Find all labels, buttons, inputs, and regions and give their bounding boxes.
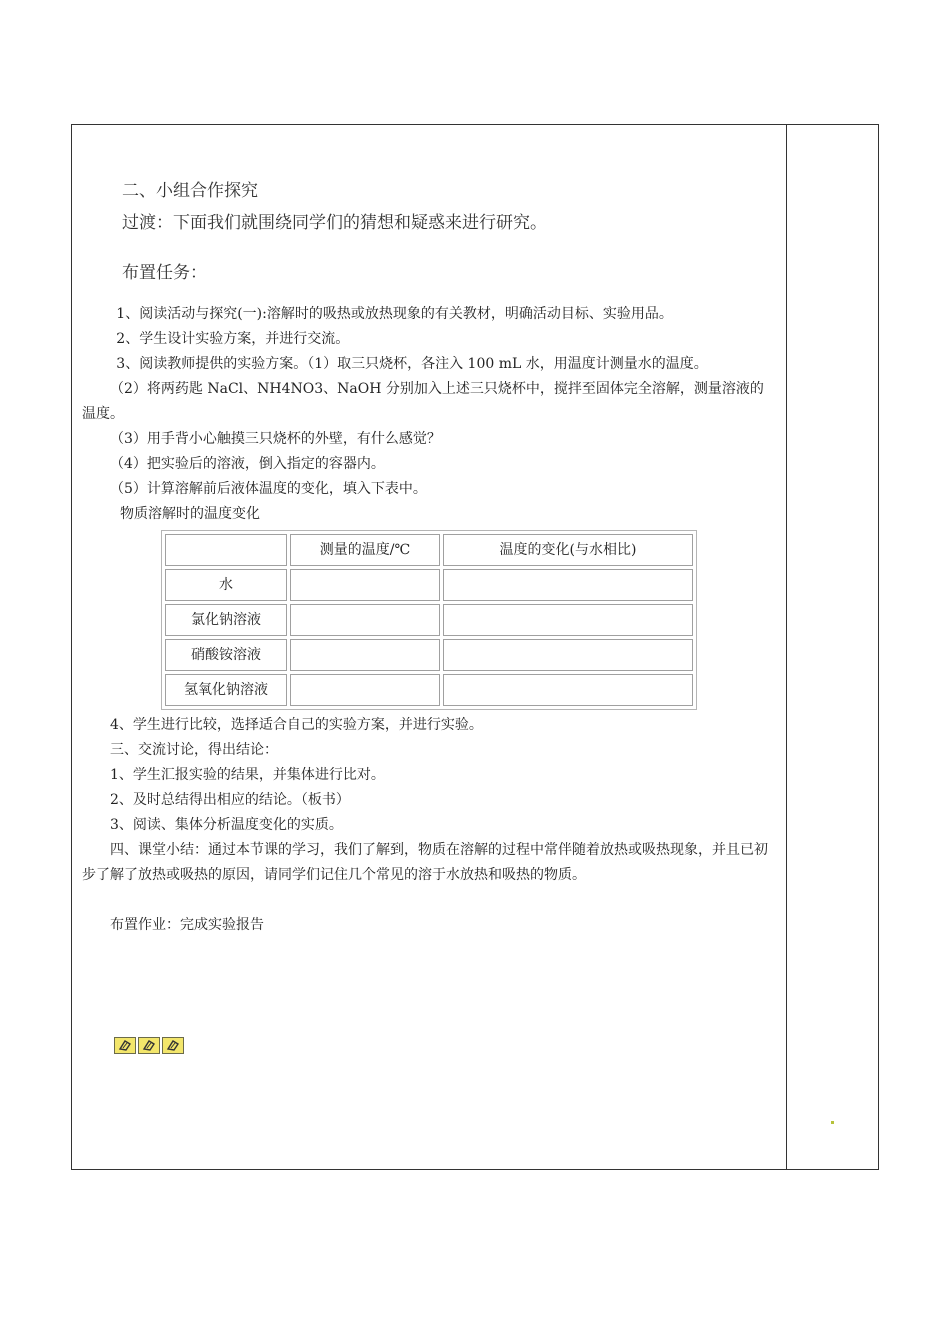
marker-dot (831, 1121, 834, 1124)
temperature-table (161, 530, 697, 710)
paragraph: 三、交流讨论，得出结论： (110, 742, 278, 758)
paragraph: 1、学生汇报实验的结果，并集体进行比对。 (110, 767, 385, 783)
paragraph: 3、阅读、集体分析温度变化的实质。 (110, 817, 343, 833)
table-cell (443, 674, 693, 706)
table-cell (290, 569, 440, 601)
homework-line: 布置作业：完成实验报告 (110, 917, 264, 933)
paragraph: 2、学生设计实验方案，并进行交流。 (116, 331, 350, 347)
lesson-content (82, 302, 776, 938)
table-caption: 物质溶解时的温度变化 (120, 506, 260, 522)
table-cell: 氯化钠溶液 (165, 604, 287, 636)
section-heading: 二、小组合作探究 (122, 181, 258, 201)
table-cell: 氢氧化钠溶液 (165, 674, 287, 706)
table-row (165, 639, 693, 671)
table-header-cell (165, 534, 287, 566)
side-column-divider (786, 124, 787, 1170)
transition-heading: 过渡：下面我们就围绕同学们的猜想和疑惑来进行研究。 (122, 213, 547, 233)
scroll-icon (114, 1037, 136, 1054)
paragraph: 4、学生进行比较，选择适合自己的实验方案，并进行实验。 (110, 717, 483, 733)
table-cell (443, 639, 693, 671)
table-cell (290, 604, 440, 636)
table-cell (443, 604, 693, 636)
paragraph: （3）用手背小心触摸三只烧杯的外壁，有什么感觉？ (110, 431, 441, 447)
table-header-cell: 测量的温度/℃ (290, 534, 440, 566)
scroll-icon (162, 1037, 184, 1054)
table-cell: 水 (165, 569, 287, 601)
paragraph: 1、阅读活动与探究(一):溶解时的吸热或放热现象的有关教材，明确活动目标、实验用品。 (116, 306, 673, 322)
scroll-icon (138, 1037, 160, 1054)
paragraph: 3、阅读教师提供的实验方案。（1）取三只烧杯，各注入 100 mL 水，用温度计测量水的温度。 (116, 356, 708, 372)
table-header-row (165, 534, 693, 566)
paragraph: 2、及时总结得出相应的结论。（板书） (110, 792, 350, 808)
table-header-cell: 温度的变化(与水相比) (443, 534, 693, 566)
paragraph: （2）将两药匙 NaCl、NH4NO3、NaOH 分别加入上述三只烧杯中，搅拌至固体完全溶解，测量溶液的温度。 (82, 381, 764, 422)
paragraph: （4）把实验后的溶液，倒入指定的容器内。 (110, 456, 385, 472)
table-row (165, 604, 693, 636)
table-cell (290, 639, 440, 671)
table-cell: 硝酸铵溶液 (165, 639, 287, 671)
icon-strip (114, 1037, 186, 1054)
table-row (165, 569, 693, 601)
paragraph: 四、课堂小结：通过本节课的学习，我们了解到，物质在溶解的过程中常伴随着放热或吸热现象，并且已初步了解了放热或吸热的原因，请同学们记住几个常见的溶于水放热和吸热的物质。 (82, 842, 768, 883)
table-row (165, 674, 693, 706)
task-heading: 布置任务： (122, 263, 207, 283)
table-cell (290, 674, 440, 706)
table-cell (443, 569, 693, 601)
paragraph: （5）计算溶解前后液体温度的变化，填入下表中。 (110, 481, 427, 497)
